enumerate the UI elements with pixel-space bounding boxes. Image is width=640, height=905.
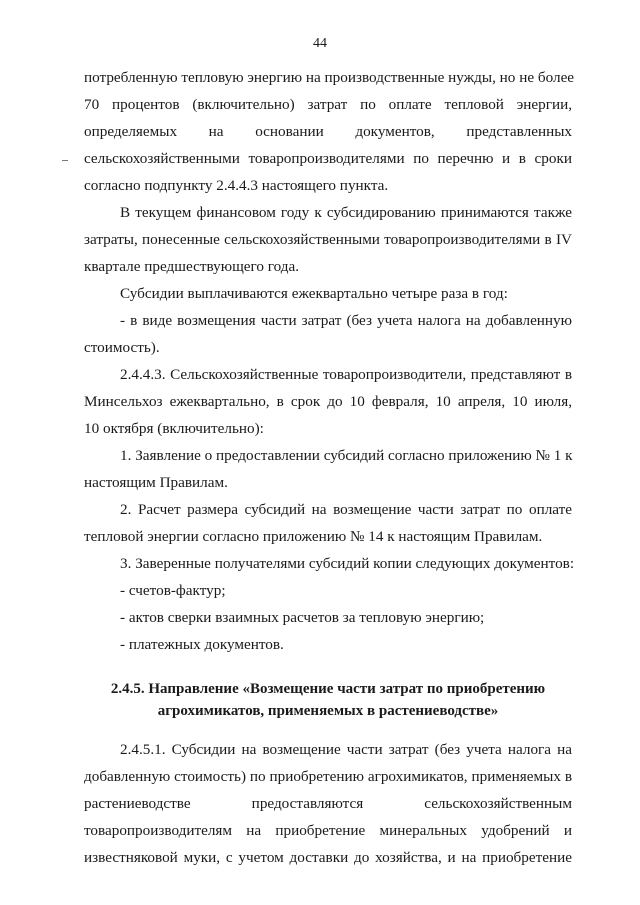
text-line: 1. Заявление о предоставлении субсидий согласно приложению № 1 к — [120, 447, 573, 464]
heading-line: 2.4.5. Направление «Возмещение части затрат по приобретению — [110, 681, 546, 697]
paragraph-4 — [84, 307, 572, 361]
text-line: - актов сверки взаимных расчетов за тепловую энергию; — [120, 609, 485, 626]
text-line: 2.4.4.3. Сельскохозяйственные товаропроизводители, представляют в — [120, 366, 572, 383]
text-line: - счетов-фактур; — [120, 582, 226, 599]
text-line: затраты, понесенные сельскохозяйственными товаропроизводителями в IV — [84, 231, 572, 248]
text-line: 3. Заверенные получателями субсидий копии следующих документов: — [120, 555, 575, 572]
text-line: 10 октября (включительно): — [84, 420, 264, 437]
text-line: 2. Расчет размера субсидий на возмещение части затрат по оплате — [120, 501, 572, 518]
paragraph-1 — [84, 64, 575, 199]
text-line: Минсельхоз ежеквартально, в срок до 10 февраля, 10 апреля, 10 июля, — [84, 393, 572, 410]
text-line: тепловой энергии согласно приложению № 14 к настоящим Правилам. — [84, 528, 543, 545]
text-line: 70 процентов (включительно) затрат по оплате тепловой энергии, — [84, 96, 572, 113]
text-line: сельскохозяйственными товаропроизводителями по перечню и в сроки — [84, 150, 572, 167]
text-line: настоящим Правилам. — [84, 474, 228, 491]
text-line: добавленную стоимость) по приобретению агрохимикатов, применяемых в — [84, 768, 572, 785]
paragraph-7 — [84, 496, 572, 550]
text-line: - платежных документов. — [120, 636, 284, 653]
text-line: согласно подпункту 2.4.4.3 настоящего пункта. — [84, 177, 389, 194]
text-line: товаропроизводителям на приобретение минеральных удобрений и — [84, 822, 572, 839]
page-number: 44 — [313, 36, 327, 51]
text-line: известняковой муки, с учетом доставки до хозяйства, и на приобретение — [84, 849, 572, 866]
document-body — [84, 64, 575, 871]
section-heading — [84, 678, 572, 722]
text-line: 2.4.5.1. Субсидии на возмещение части затрат (без учета налога на — [120, 741, 572, 758]
heading-line: агрохимикатов, применяемых в растениеводстве» — [157, 703, 499, 719]
text-line: определяемых на основании документов, представленных — [84, 123, 572, 140]
text-line: растениеводстве предоставляются сельскохозяйственным — [84, 795, 572, 812]
text-line: потребленную тепловую энергию на производственные нужды, но не более — [84, 69, 575, 86]
paragraph-5 — [84, 361, 572, 442]
paragraph-2 — [84, 199, 572, 280]
text-line: В текущем финансовом году к субсидированию принимаются также — [120, 204, 572, 221]
paragraph-3 — [84, 280, 572, 307]
paragraph-6 — [84, 442, 572, 496]
text-line: Субсидии выплачиваются ежеквартально четыре раза в год: — [120, 285, 508, 302]
margin-mark — [62, 160, 68, 161]
text-line: - в виде возмещения части затрат (без учета налога на добавленную — [120, 312, 572, 329]
paragraph-8 — [84, 550, 575, 658]
text-line: стоимость). — [84, 339, 160, 356]
text-line: квартале предшествующего года. — [84, 258, 300, 275]
paragraph-9 — [84, 736, 572, 871]
